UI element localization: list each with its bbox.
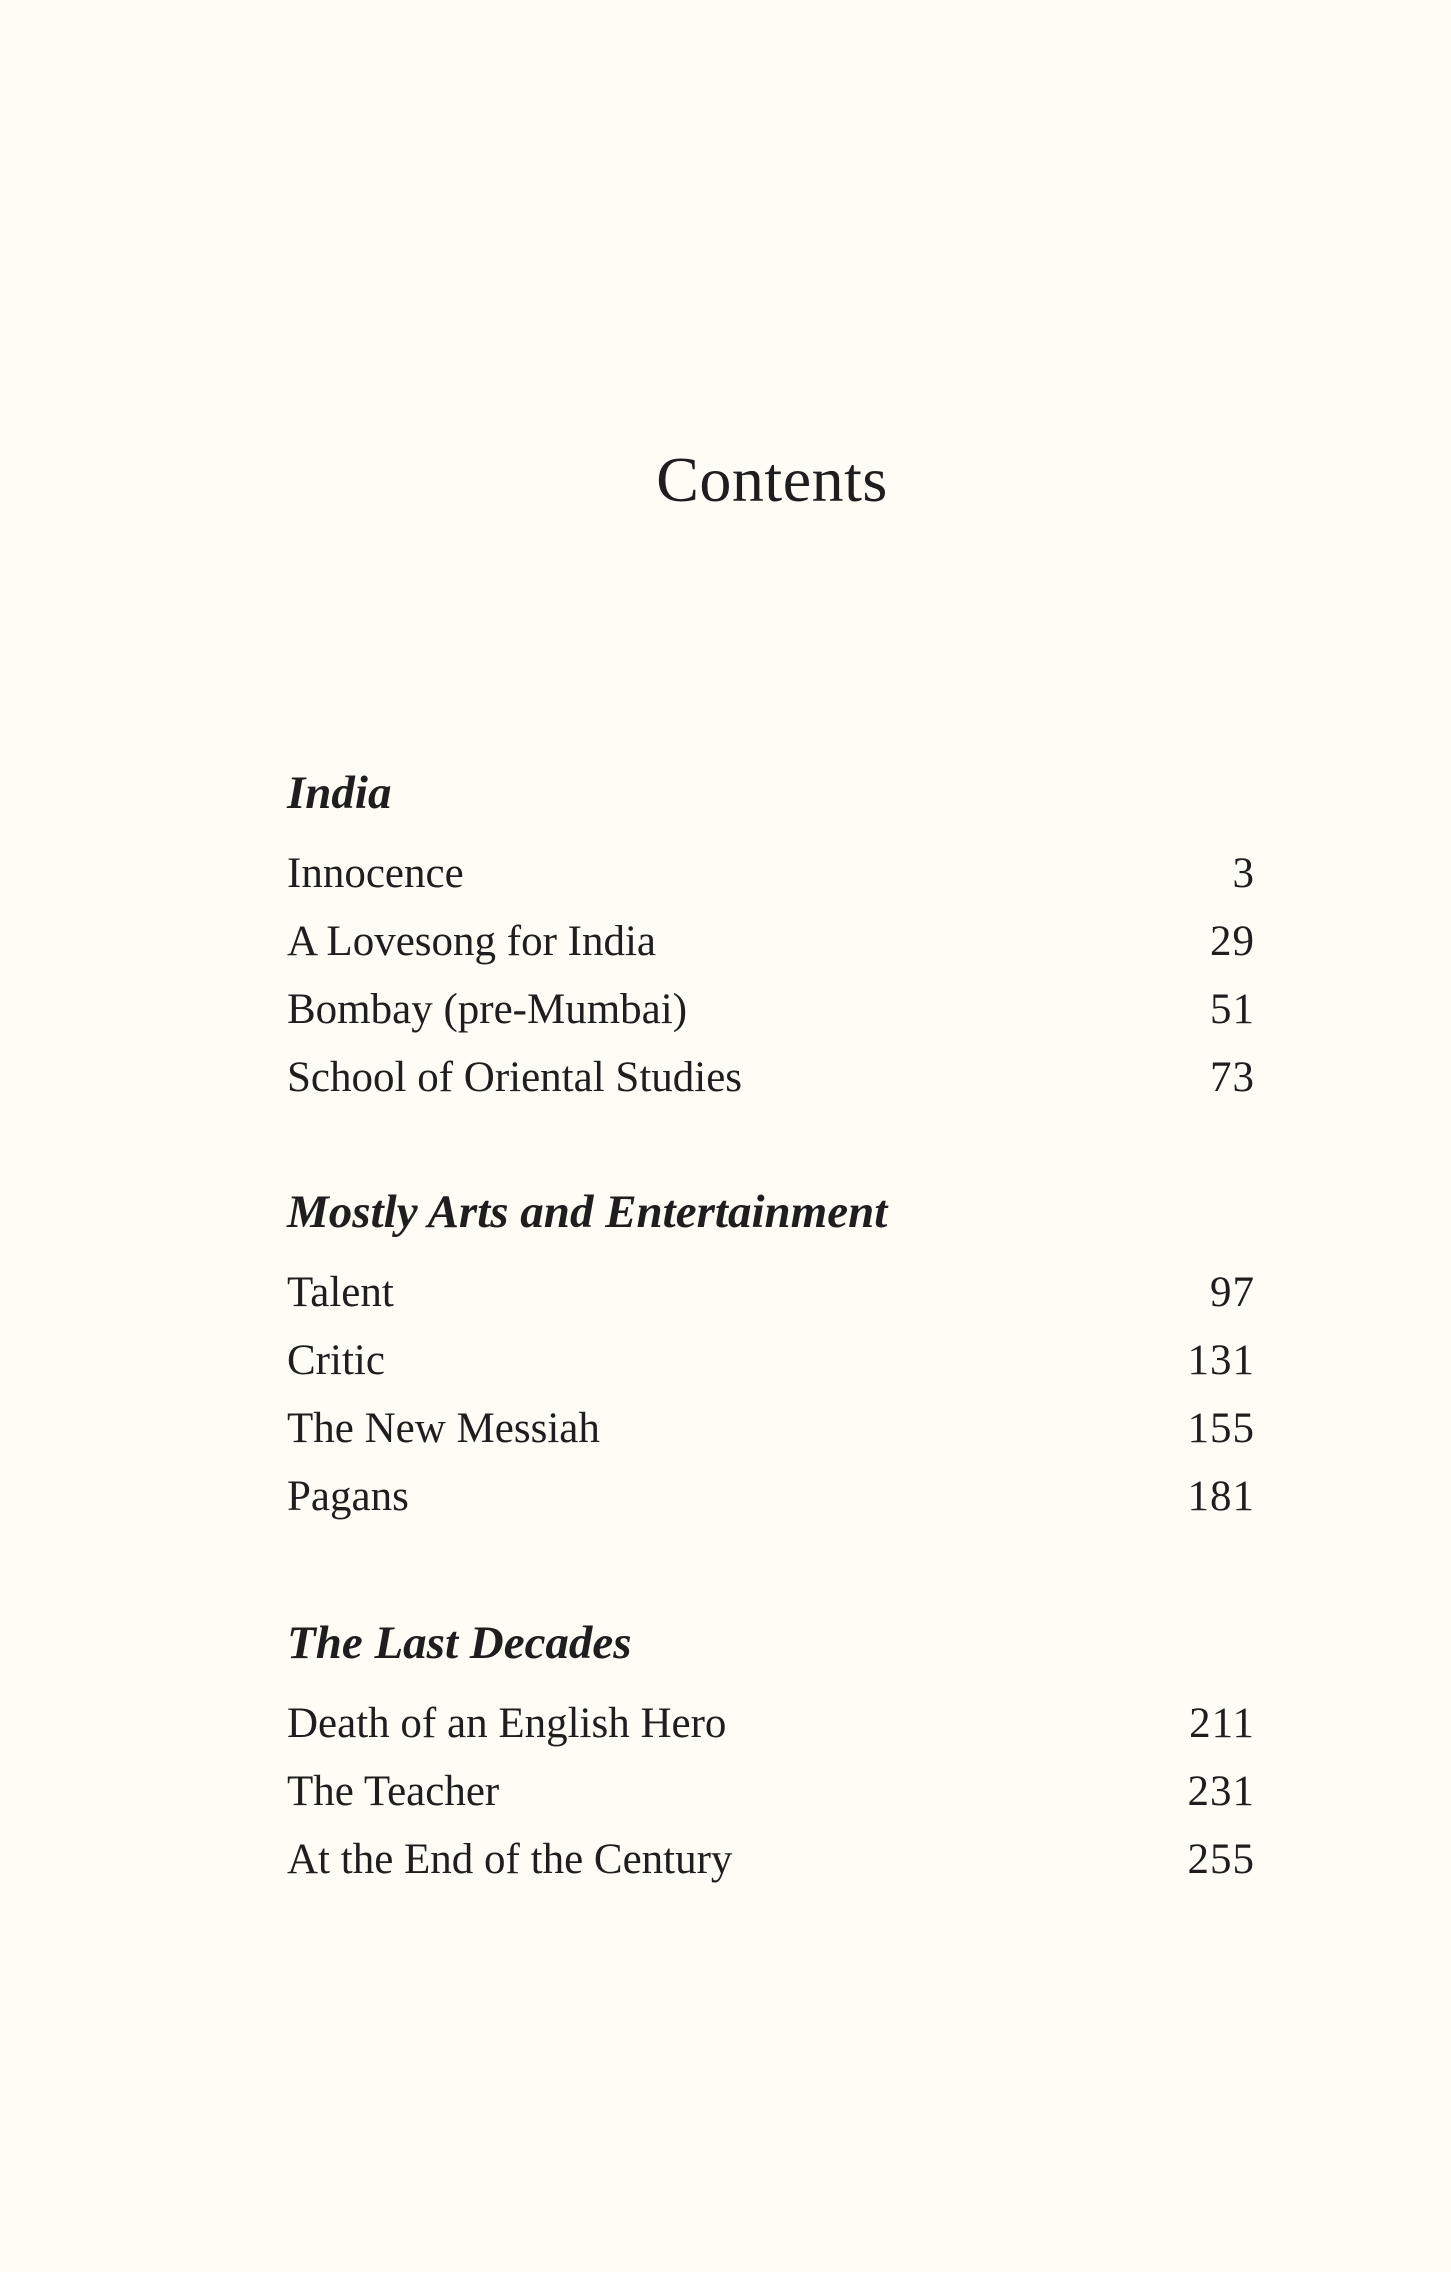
entry-page-number: 51: [1210, 986, 1255, 1033]
entry-title: At the End of the Century: [287, 1836, 733, 1883]
entry-title: Critic: [287, 1337, 385, 1384]
toc-entry[interactable]: [287, 852, 1255, 920]
entry-title: A Lovesong for India: [287, 918, 657, 965]
toc-section-india: [287, 767, 1255, 1124]
section-heading: Mostly Arts and Entertainment: [287, 1186, 888, 1238]
entry-title: Innocence: [287, 850, 464, 897]
entry-title: Death of an English Hero: [287, 1700, 727, 1747]
toc-entry[interactable]: [287, 1702, 1255, 1770]
toc-entry[interactable]: [287, 1271, 1255, 1339]
entry-page-number: 255: [1187, 1836, 1255, 1883]
entry-page-number: 155: [1187, 1405, 1255, 1452]
toc-entry[interactable]: [287, 1339, 1255, 1407]
entry-title: Talent: [287, 1269, 394, 1316]
entry-title: School of Oriental Studies: [287, 1054, 743, 1101]
toc-entry[interactable]: [287, 1407, 1255, 1475]
entry-title: Bombay (pre-Mumbai): [287, 986, 688, 1033]
toc-section-arts: [287, 1186, 1255, 1543]
entry-page-number: 97: [1210, 1269, 1255, 1316]
entry-title: The Teacher: [287, 1768, 500, 1815]
entry-page-number: 3: [1232, 850, 1255, 897]
section-heading: The Last Decades: [287, 1617, 632, 1669]
entry-page-number: 131: [1187, 1337, 1255, 1384]
toc-entry[interactable]: [287, 1056, 1255, 1124]
entry-page-number: 73: [1210, 1054, 1255, 1101]
entry-page-number: 211: [1189, 1700, 1255, 1747]
entry-page-number: 231: [1187, 1768, 1255, 1815]
toc-section-last-decades: [287, 1617, 1255, 1906]
entry-page-number: 29: [1210, 918, 1255, 965]
page-title: Contents: [656, 444, 888, 515]
toc-entry[interactable]: [287, 1838, 1255, 1906]
entry-title: The New Messiah: [287, 1405, 600, 1452]
entry-title: Pagans: [287, 1473, 409, 1520]
section-heading: India: [287, 767, 392, 819]
entry-page-number: 181: [1187, 1473, 1255, 1520]
toc-entry[interactable]: [287, 988, 1255, 1056]
toc-entry[interactable]: [287, 1770, 1255, 1838]
toc-entry[interactable]: [287, 920, 1255, 988]
toc-entry[interactable]: [287, 1475, 1255, 1543]
